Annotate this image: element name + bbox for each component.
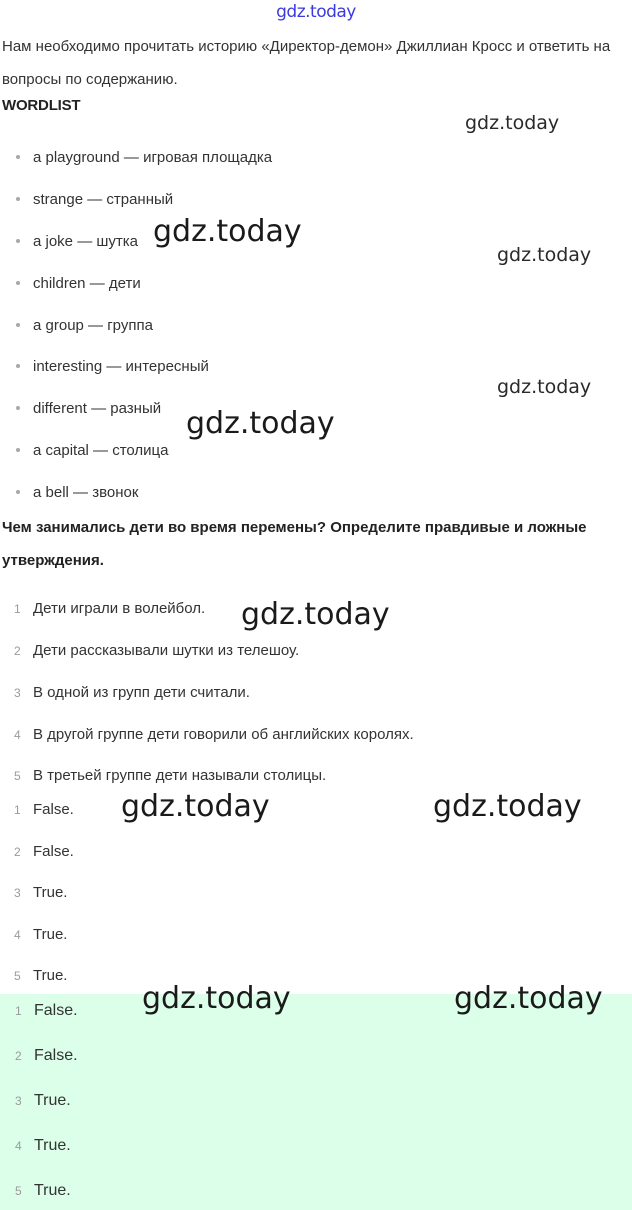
bullet-icon	[16, 155, 20, 159]
list-item: 1 False.	[15, 1002, 78, 1019]
list-item: 2 False.	[14, 843, 74, 860]
watermark: gdz.today	[465, 112, 560, 134]
list-item: different — разный	[16, 399, 161, 419]
watermark: gdz.today	[121, 789, 270, 824]
list-item: 2 False.	[15, 1047, 78, 1064]
bullet-icon	[16, 490, 20, 494]
watermark: gdz.today	[142, 981, 291, 1016]
intro-text: Нам необходимо прочитать историю «Директор-демон» Джиллиан Кросс и ответить на вопросы по содержанию.	[2, 38, 611, 88]
list-item: 4 В другой группе дети говорили об английских королях.	[14, 726, 414, 743]
watermark: gdz.today	[497, 244, 592, 266]
highlighted-answers-panel	[0, 994, 632, 1210]
list-item: 2 Дети рассказывали шутки из телешоу.	[14, 642, 300, 659]
list-item: 4 True.	[14, 926, 68, 943]
list-item: a group — группа	[16, 316, 153, 336]
watermark: gdz.today	[241, 597, 390, 632]
watermark: gdz.today	[153, 214, 302, 249]
bullet-icon	[16, 239, 20, 243]
list-item: 1 False.	[14, 801, 74, 818]
list-item: 3 True.	[15, 1092, 71, 1109]
question-text: Чем занимались дети во время перемены? Определите правдивые и ложные утверждения.	[2, 519, 587, 569]
list-item: 5 True.	[15, 1182, 71, 1199]
bullet-icon	[16, 364, 20, 368]
list-item: a joke — шутка	[16, 232, 138, 252]
list-item: 3 True.	[14, 884, 68, 901]
bullet-icon	[16, 197, 20, 201]
list-item: interesting — интересный	[16, 357, 209, 377]
watermark: gdz.today	[454, 981, 603, 1016]
watermark: gdz.today	[186, 406, 335, 441]
bullet-icon	[16, 406, 20, 410]
bullet-icon	[16, 281, 20, 285]
list-item: a capital — столица	[16, 441, 168, 461]
list-item: children — дети	[16, 274, 141, 294]
list-item: 3 В одной из групп дети считали.	[14, 684, 250, 701]
list-item: 5 True.	[14, 967, 68, 984]
list-item: 4 True.	[15, 1137, 71, 1154]
list-item: 5 В третьей группе дети называли столицы.	[14, 767, 327, 784]
bullet-icon	[16, 323, 20, 327]
watermark: gdz.today	[497, 376, 592, 398]
watermark: gdz.today	[433, 789, 582, 824]
list-item: a bell — звонок	[16, 483, 138, 503]
list-item: 1 Дети играли в волейбол.	[14, 600, 206, 617]
site-logo[interactable]: gdz.today	[276, 2, 356, 22]
bullet-icon	[16, 448, 20, 452]
list-item: strange — странный	[16, 190, 173, 210]
list-item: a playground — игровая площадка	[16, 148, 272, 168]
wordlist-heading: WORDLIST	[2, 97, 81, 114]
